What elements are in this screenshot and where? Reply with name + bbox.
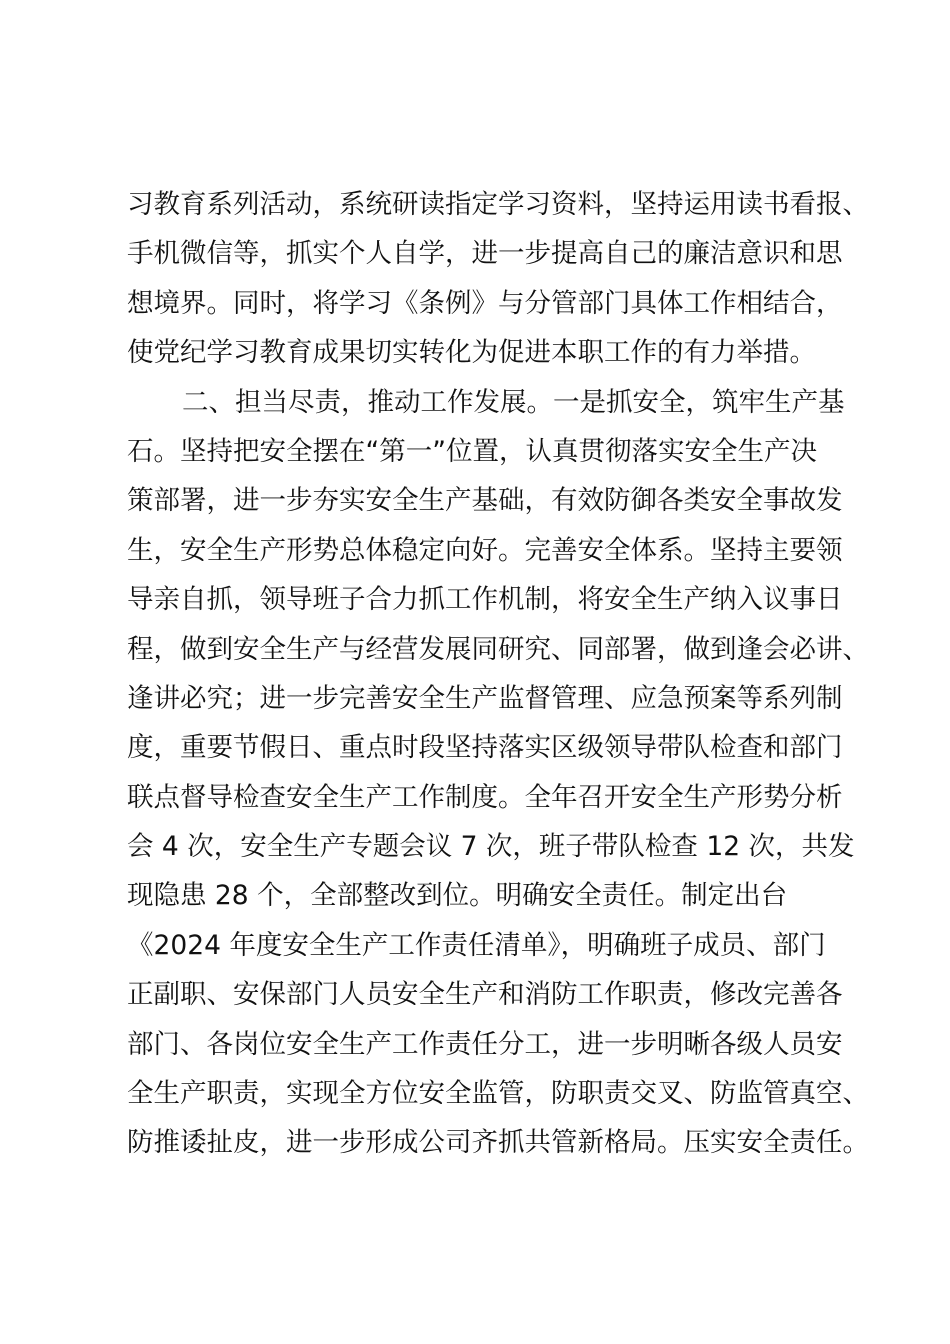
- text-line: 度，重要节假日、重点时段坚持落实区级领导带队检查和部门: [127, 732, 843, 764]
- text-line: 防推诿扯皮，进一步形成公司齐抓共管新格局。压实安全责任。: [127, 1127, 869, 1159]
- text-line: 《2024 年度安全生产工作责任清单》，明确班子成员、部门: [127, 929, 826, 961]
- text-line: 会 4 次，安全生产专题会议 7 次，班子带队检查 12 次，共发: [127, 831, 855, 863]
- text-line: 全生产职责，实现全方位安全监管，防职责交叉、防监管真空、: [127, 1078, 869, 1110]
- text-line: 使党纪学习教育成果切实转化为促进本职工作的有力举措。: [127, 337, 816, 369]
- text-line: 手机微信等，抓实个人自学，进一步提高自己的廉洁意识和思: [127, 238, 843, 270]
- text-line: 习教育系列活动，系统研读指定学习资料，坚持运用读书看报、: [127, 189, 869, 220]
- text-line: 正副职、安保部门人员安全生产和消防工作职责，修改完善各: [127, 979, 843, 1011]
- text-line: 导亲自抓，领导班子合力抓工作机制，将安全生产纳入议事日: [127, 584, 843, 616]
- text-line: 策部署，进一步夯实安全生产基础，有效防御各类安全事故发: [127, 485, 843, 517]
- text-line: 现隐患 28 个，全部整改到位。明确安全责任。制定出台: [127, 880, 788, 912]
- text-line: 石。坚持把安全摆在“第一”位置，认真贯彻落实安全生产决: [127, 435, 817, 467]
- text-line: 程，做到安全生产与经营发展同研究、同部署，做到逢会必讲、: [127, 633, 869, 665]
- text-line: 想境界。同时，将学习《条例》与分管部门具体工作相结合，: [127, 287, 843, 319]
- text-line: 逢讲必究；进一步完善安全生产监督管理、应急预案等系列制: [127, 682, 843, 714]
- body-text: [127, 180, 869, 1168]
- text-line: 生，安全生产形势总体稳定向好。完善安全体系。坚持主要领: [127, 534, 843, 566]
- text-line: 联点督导检查安全生产工作制度。全年召开安全生产形势分析: [127, 781, 843, 813]
- paragraph-start-line: 二、担当尽责，推动工作发展。一是抓安全，筑牢生产基: [182, 386, 845, 418]
- text-line: 部门、各岗位安全生产工作责任分工，进一步明晰各级人员安: [127, 1028, 843, 1060]
